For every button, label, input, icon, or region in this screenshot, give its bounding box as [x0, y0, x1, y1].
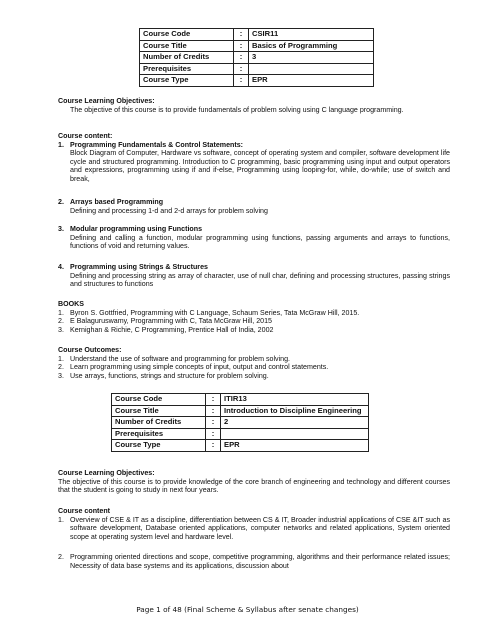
field-value: 2 — [221, 417, 369, 429]
unit-title: 4. Programming using Strings & Structures — [58, 263, 208, 271]
field-label: Number of Credits — [112, 417, 206, 429]
table-row: Number of Credits : 2 — [112, 417, 369, 429]
list-item: 3. Use arrays, functions, strings and structure for problem solving. — [58, 371, 269, 380]
list-item: 1. Overview of CSE & IT as a discipline, differentiation between CS & IT, Broader industrial applications of CSE &IT such as software development, Database oriented applications, computer networks and related applications, System oriented scope at operating system level and hardware level. — [58, 515, 450, 541]
section-heading: Course Learning Objectives: — [58, 97, 155, 105]
table-row: Course Code : CSIR11 — [140, 29, 374, 41]
list-item: 2. E Balaguruswamy, Programming with C, Tata McGraw Hill, 2015 — [58, 317, 272, 326]
section-heading: BOOKS — [58, 300, 85, 308]
course1-unit-2 — [58, 198, 450, 215]
field-label: Prerequisites — [140, 63, 234, 75]
table-row: Course Type : EPR — [112, 440, 369, 452]
table-row: Number of Credits : 3 — [140, 52, 374, 64]
course2-content — [58, 507, 450, 541]
field-value: Introduction to Discipline Engineering — [221, 405, 369, 417]
table-row: Prerequisites : — [112, 428, 369, 440]
field-value: ITIR13 — [221, 394, 369, 406]
list-item: 1. Byron S. Gottfried, Programming with C Language, Schaum Series, Tata McGraw Hill, 2015. — [58, 308, 360, 317]
section-heading: Course content: — [58, 132, 113, 140]
field-value: Basics of Programming — [249, 40, 374, 52]
field-value: CSIR11 — [249, 29, 374, 41]
course2-objectives — [58, 469, 450, 495]
table-row: Course Code : ITIR13 — [112, 394, 369, 406]
unit-title: 1. Programming Fundamentals & Control Statements: — [58, 140, 244, 149]
field-label: Course Title — [140, 40, 234, 52]
unit-text: Block Diagram of Computer, Hardware vs software, concept of operating system and compiler, software development life cycle and structured programming. Introduction to C programming, basic programming using input and output operators and expressions, programming using if and if-else, Programming using looping-for, while, do-while; use of switch and break, — [70, 149, 450, 183]
section-heading: Course Outcomes: — [58, 346, 122, 354]
field-label: Prerequisites — [112, 428, 206, 440]
table-row: Prerequisites : — [140, 63, 374, 75]
objectives-text: The objective of this course is to provide knowledge of the core branch of engineering and technology and different courses that the student is going to study in next four years. — [58, 477, 450, 495]
course1-unit-4 — [58, 263, 450, 289]
field-value — [249, 63, 374, 75]
field-label: Number of Credits — [140, 52, 234, 64]
course1-unit-3 — [58, 225, 450, 251]
field-label: Course Type — [140, 75, 234, 87]
section-heading: Course Learning Objectives: — [58, 469, 155, 477]
list-item: 3. Kernighan & Richie, C Programming, Prentice Hall of India, 2002 — [58, 325, 274, 334]
field-label: Course Title — [112, 405, 206, 417]
unit-text: Defining and processing 1-d and 2-d arrays for problem solving — [70, 206, 268, 215]
table-row: Course Title : Introduction to Discipline Engineering — [112, 405, 369, 417]
field-value — [221, 428, 369, 440]
table-row: Course Title : Basics of Programming — [140, 40, 374, 52]
table-row: Course Type : EPR — [140, 75, 374, 87]
list-item: 2. Programming oriented directions and scope, competitive programming, algorithms and their performance related issues; Necessity of data base systems and its applications, discussion about — [58, 553, 450, 570]
objectives-text: The objective of this course is to provide fundamentals of problem solving using C language programming. — [70, 105, 404, 114]
course-info-table-2 — [111, 393, 369, 452]
books-section — [58, 300, 450, 334]
unit-title: 2. Arrays based Programming — [58, 198, 164, 206]
outcomes-section — [58, 346, 450, 380]
unit-text: Defining and calling a function, modular programming using functions, passing arguments and arrays to functions, functions of void and returning values. — [70, 233, 450, 251]
section-heading: Course content — [58, 507, 111, 515]
unit-text: Defining and processing string as array of character, use of null char, defining and processing structures, passing strings and structures to functions — [70, 271, 450, 289]
list-item: 2. Learn programming using simple concepts of input, output and control statements. — [58, 363, 329, 372]
list-item: 1. Understand the use of software and programming for problem solving. — [58, 354, 291, 363]
field-label: Course Type — [112, 440, 206, 452]
field-value: 3 — [249, 52, 374, 64]
course2-item-2 — [58, 553, 450, 570]
page-footer: Page 1 of 48 (Final Scheme & Syllabus after senate changes) — [136, 605, 359, 614]
field-label: Course Code — [140, 29, 234, 41]
course-info-table-1 — [139, 28, 374, 87]
field-label: Course Code — [112, 394, 206, 406]
field-value: EPR — [249, 75, 374, 87]
course1-content — [58, 132, 450, 184]
unit-title: 3. Modular programming using Functions — [58, 225, 203, 233]
field-value: EPR — [221, 440, 369, 452]
course1-objectives — [58, 97, 450, 114]
